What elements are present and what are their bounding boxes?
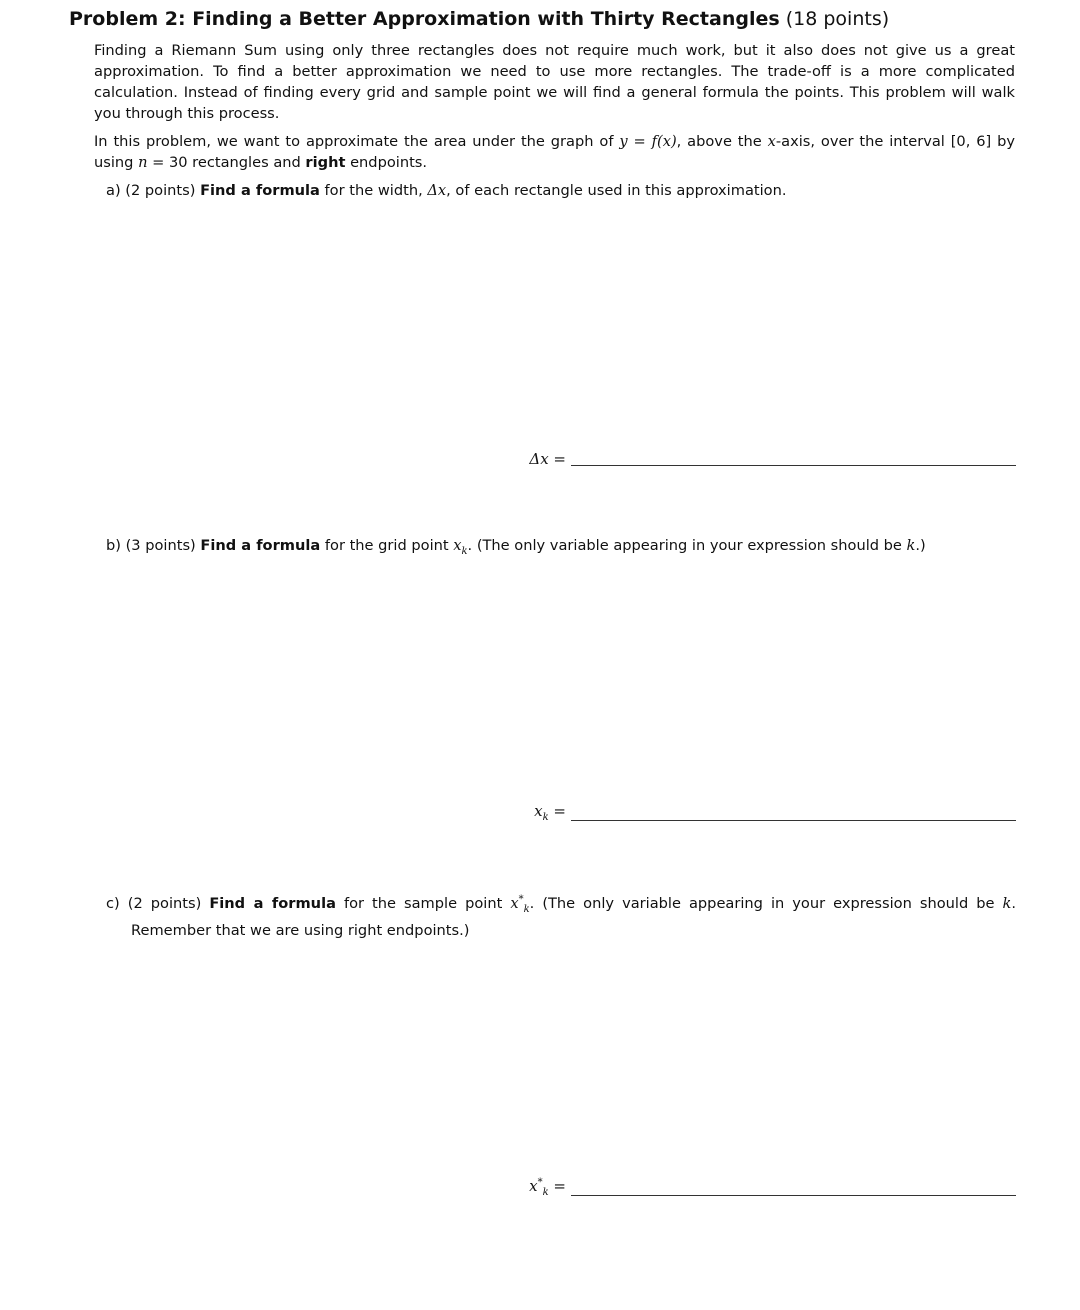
- setup-text-2: , above the: [676, 133, 768, 150]
- problem-points: (18 points): [785, 8, 890, 30]
- answer-a-var: Δx: [529, 450, 549, 468]
- setup-text-1: In this problem, we want to approximate the area under the graph of: [94, 133, 620, 150]
- part-b-math: x: [453, 537, 462, 554]
- setup-paragraph: [94, 131, 1015, 173]
- answer-c-sup: *: [537, 1177, 543, 1188]
- part-a-points: (2 points): [125, 182, 196, 199]
- intro-paragraph: Finding a Riemann Sum using only three rectangles does not require much work, but it also does not give us a great approximation. To find a better approximation we need to use more rectangles. The trade-off is a more complicated calculation. Instead of finding every grid and sample point we will find a general formula the points. This problem will walk you through this process.: [94, 42, 1015, 122]
- part-b-points: (3 points): [125, 537, 196, 554]
- part-a-text-2: , of each rectangle used in this approximation.: [446, 182, 787, 199]
- part-c-bold: Find a formula: [209, 894, 336, 912]
- part-c-label: c): [106, 894, 120, 912]
- part-c-math-sub: k: [523, 903, 530, 915]
- part-c-math: x: [510, 894, 519, 912]
- part-c-text-1: for the sample point: [335, 894, 511, 912]
- answer-b: [440, 795, 1016, 825]
- answer-c: [440, 1170, 1016, 1200]
- part-a-bold: Find a formula: [200, 182, 320, 199]
- answer-b-line[interactable]: [571, 820, 1016, 821]
- answer-b-sub: k: [542, 812, 549, 823]
- problem-title: [69, 6, 889, 32]
- part-b-text-1: for the grid point: [320, 537, 454, 554]
- part-b-question: [106, 535, 1016, 562]
- setup-text-5: endpoints.: [345, 154, 428, 171]
- part-c-points: (2 points): [127, 894, 202, 912]
- answer-c-label: [529, 1177, 566, 1198]
- setup-math-n: n: [138, 154, 148, 171]
- part-a-label: a): [106, 182, 121, 199]
- part-c-text-2: . (The only variable appearing in your expression should be: [529, 894, 1003, 912]
- part-b-math-2: k: [906, 537, 916, 554]
- part-b-label: b): [106, 537, 121, 554]
- part-b-text-3: .): [915, 537, 926, 554]
- part-a-text-1: for the width,: [319, 182, 428, 199]
- part-c-text-3: . Remember that we are using right endpoints.): [131, 894, 1017, 939]
- answer-b-eq: =: [548, 802, 566, 820]
- part-c-math-2: k: [1002, 894, 1012, 912]
- part-b-text-2: . (The only variable appearing in your expression should be: [467, 537, 907, 554]
- setup-text-3: -axis, over the interval [0, 6] by using: [94, 133, 1016, 171]
- problem-title-text: Problem 2: Finding a Better Approximation with Thirty Rectangles: [69, 8, 780, 30]
- answer-c-var: x: [529, 1177, 538, 1195]
- answer-a-label: [529, 450, 566, 468]
- part-c-math-sup: *: [518, 894, 524, 905]
- setup-math-x: x: [767, 133, 776, 150]
- answer-c-sub: k: [542, 1187, 549, 1198]
- part-b-math-sub: k: [461, 545, 468, 557]
- part-a-question: [106, 180, 1016, 201]
- answer-b-label: [534, 802, 566, 823]
- answer-a: [440, 440, 1016, 470]
- part-b-bold: Find a formula: [200, 537, 321, 554]
- part-a-math: Δx: [427, 182, 447, 199]
- setup-bold-right: right: [305, 154, 346, 171]
- setup-text-4: = 30 rectangles and: [147, 154, 306, 171]
- part-c-question: [106, 889, 1016, 941]
- answer-c-eq: =: [548, 1177, 566, 1195]
- setup-math-function: y = f(x): [619, 133, 677, 150]
- answer-a-line[interactable]: [571, 465, 1016, 466]
- answer-b-var: x: [534, 802, 543, 820]
- answer-c-line[interactable]: [571, 1195, 1016, 1196]
- answer-a-eq: =: [548, 450, 566, 468]
